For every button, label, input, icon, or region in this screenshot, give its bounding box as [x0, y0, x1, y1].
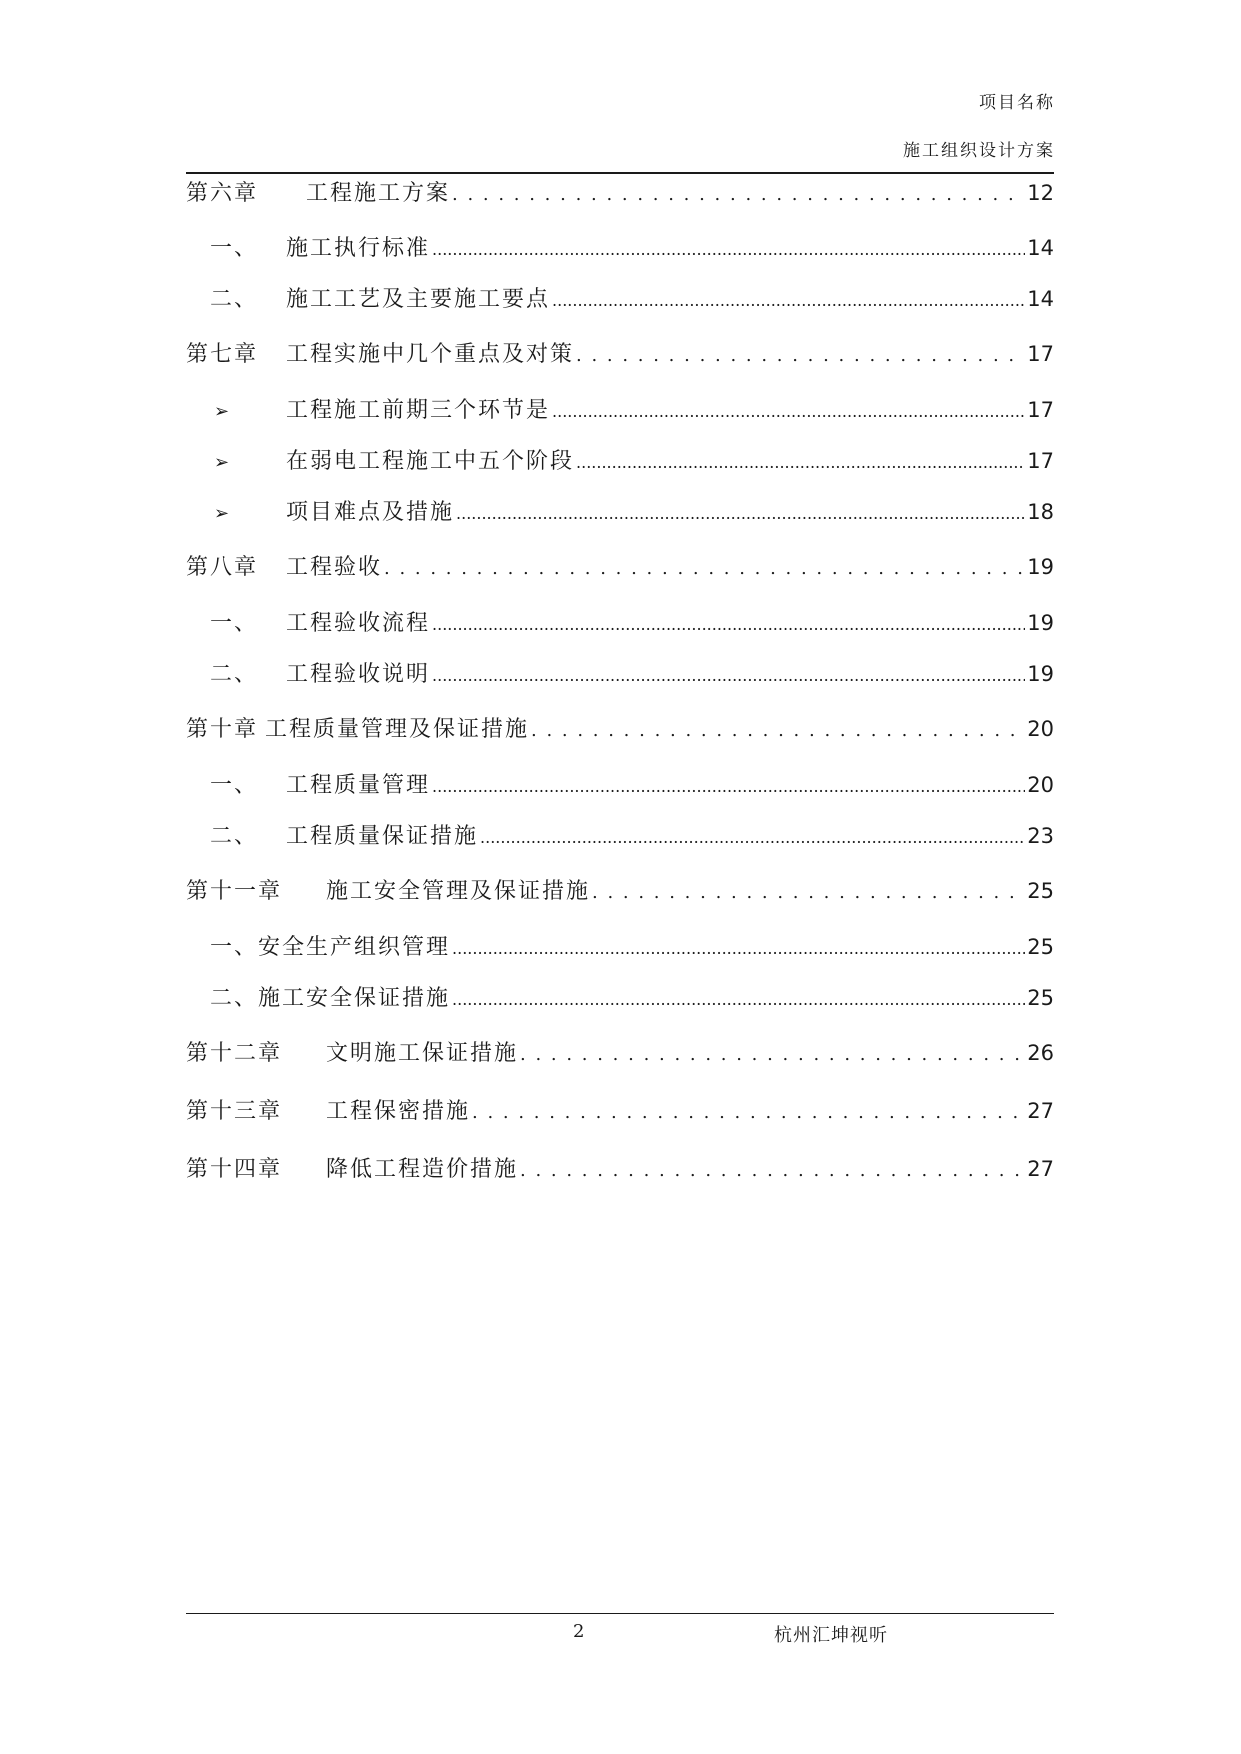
toc-entry-chapter-10[interactable]: [186, 712, 1054, 744]
toc-entry-page: 27: [1027, 1099, 1054, 1123]
toc-entry-title: 工程施工前期三个环节是: [286, 398, 551, 423]
toc-entry-section[interactable]: [210, 282, 1054, 314]
toc-entry-title: 工程质量管理及保证措施: [265, 717, 530, 742]
toc-entry-title: 工程验收: [286, 555, 383, 580]
toc-leader: [456, 500, 1025, 525]
toc-entry-number: 二、: [210, 824, 259, 849]
toc-entry-number: 二、: [210, 662, 259, 687]
toc-entry-bullet[interactable]: [214, 393, 1054, 425]
toc-leader: [432, 611, 1025, 636]
toc-entry-page: 17: [1027, 342, 1054, 366]
toc-leader: [520, 1041, 1025, 1066]
toc-entry-chapter-14[interactable]: [186, 1152, 1054, 1184]
toc-entry-title: 施工执行标准: [286, 236, 431, 261]
toc-leader: [472, 1099, 1025, 1124]
toc-entry-page: 19: [1027, 611, 1054, 635]
toc-entry-number: 第十三章: [186, 1099, 283, 1124]
toc-entry-chapter-6[interactable]: [186, 176, 1054, 208]
toc-entry-page: 17: [1027, 449, 1054, 473]
toc-entry-page: 23: [1027, 824, 1054, 848]
toc-leader: [531, 717, 1025, 742]
toc-entry-chapter-13[interactable]: [186, 1094, 1054, 1126]
toc-leader: [432, 662, 1025, 687]
toc-entry-title: 施工工艺及主要施工要点: [286, 287, 551, 312]
toc-entry-number: 一、: [210, 611, 259, 636]
toc-entry-page: 14: [1027, 236, 1054, 260]
toc-entry-page: 20: [1027, 717, 1054, 741]
toc-leader: [592, 879, 1025, 904]
toc-leader: [452, 181, 1025, 206]
toc-entry-page: 19: [1027, 555, 1054, 579]
toc-leader: [480, 824, 1025, 849]
toc-entry-number: 一、: [210, 935, 259, 960]
toc-leader: [576, 449, 1025, 474]
toc-entry-section[interactable]: [210, 981, 1054, 1013]
toc-entry-number: 第八章: [186, 555, 259, 580]
toc-entry-title: 工程质量管理: [286, 773, 431, 798]
toc-leader: [576, 342, 1025, 367]
arrow-bullet-icon: ➢: [214, 503, 232, 524]
toc-entry-title: 安全生产组织管理: [258, 935, 451, 960]
toc-leader: [452, 935, 1025, 960]
toc-entry-number: 第十一章: [186, 879, 283, 904]
toc-entry-section[interactable]: [210, 231, 1054, 263]
arrow-bullet-icon: ➢: [214, 401, 232, 422]
toc-entry-page: 14: [1027, 287, 1054, 311]
toc-entry-section[interactable]: [210, 657, 1054, 689]
toc-entry-title: 工程质量保证措施: [286, 824, 479, 849]
toc-entry-page: 20: [1027, 773, 1054, 797]
toc-entry-page: 27: [1027, 1157, 1054, 1181]
toc-entry-page: 17: [1027, 398, 1054, 422]
toc-entry-page: 19: [1027, 662, 1054, 686]
footer-rule: [186, 1613, 1054, 1614]
toc-entry-title: 工程验收说明: [286, 662, 431, 687]
header-project-name: 项目名称: [979, 93, 1055, 113]
toc-entry-number: 第十四章: [186, 1157, 283, 1182]
toc-entry-page: 18: [1027, 500, 1054, 524]
footer-company-name: 杭州汇坤视听: [774, 1625, 888, 1646]
toc-entry-chapter-7[interactable]: [186, 337, 1054, 369]
toc-leader: [552, 287, 1025, 312]
toc-entry-title: 在弱电工程施工中五个阶段: [286, 449, 575, 474]
toc-entry-number: 第十二章: [186, 1041, 283, 1066]
toc-entry-title: 项目难点及措施: [286, 500, 455, 525]
toc-entry-title: 工程施工方案: [306, 181, 451, 206]
toc-leader: [552, 398, 1025, 423]
arrow-bullet-icon: ➢: [214, 452, 232, 473]
toc-entry-number: 第十章: [186, 717, 259, 742]
toc-entry-bullet[interactable]: [214, 495, 1054, 527]
toc-entry-bullet[interactable]: [214, 444, 1054, 476]
toc-entry-section[interactable]: [210, 768, 1054, 800]
toc-entry-page: 12: [1027, 181, 1054, 205]
toc-leader: [432, 773, 1025, 798]
toc-entry-title: 降低工程造价措施: [326, 1157, 519, 1182]
toc-entry-title: 工程验收流程: [286, 611, 431, 636]
toc-leader: [432, 236, 1025, 261]
toc-entry-number: 第六章: [186, 181, 259, 206]
toc-leader: [520, 1157, 1025, 1182]
toc-entry-number: 一、: [210, 773, 259, 798]
toc-entry-section[interactable]: [210, 930, 1054, 962]
footer-page-number: 2: [573, 1621, 585, 1642]
toc-entry-number: 第七章: [186, 342, 259, 367]
toc-entry-page: 26: [1027, 1041, 1054, 1065]
toc-entry-chapter-12[interactable]: [186, 1036, 1054, 1068]
toc-leader: [452, 986, 1025, 1011]
toc-entry-section[interactable]: [210, 606, 1054, 638]
toc-entry-page: 25: [1027, 879, 1054, 903]
toc-entry-number: 二、: [210, 986, 259, 1011]
toc-entry-section[interactable]: [210, 819, 1054, 851]
toc-entry-number: 二、: [210, 287, 259, 312]
toc-leader: [384, 555, 1025, 580]
toc-entry-title: 工程保密措施: [326, 1099, 471, 1124]
toc-entry-title: 施工安全保证措施: [258, 986, 451, 1011]
toc-entry-chapter-8[interactable]: [186, 550, 1054, 582]
toc-entry-title: 文明施工保证措施: [326, 1041, 519, 1066]
toc-entry-page: 25: [1027, 935, 1054, 959]
toc-entry-number: 一、: [210, 236, 259, 261]
toc-entry-page: 25: [1027, 986, 1054, 1010]
header-doc-title: 施工组织设计方案: [903, 141, 1055, 161]
header-rule: [186, 172, 1054, 174]
toc-entry-chapter-11[interactable]: [186, 874, 1054, 906]
toc-entry-title: 施工安全管理及保证措施: [326, 879, 591, 904]
toc-entry-title: 工程实施中几个重点及对策: [286, 342, 575, 367]
